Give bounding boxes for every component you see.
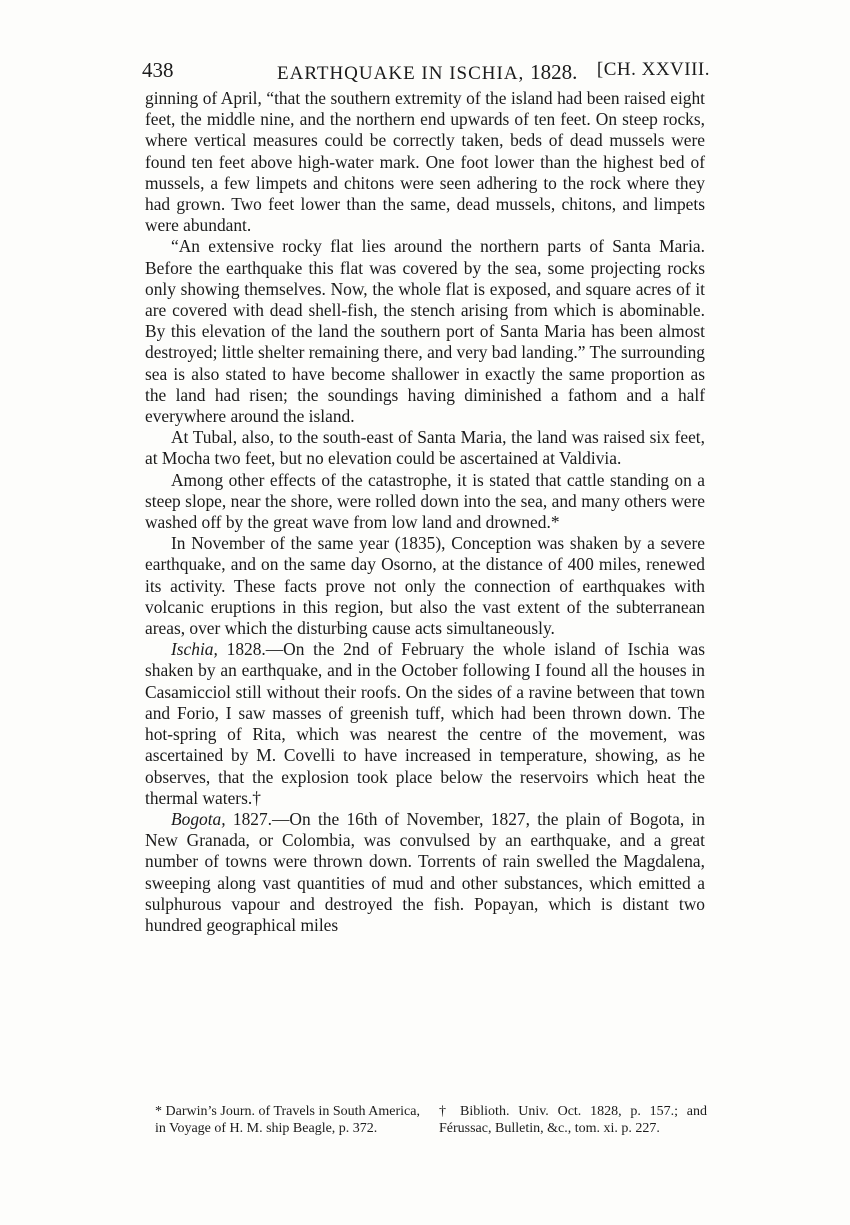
ischia-text: 1828.—On the 2nd of February the whole island of Ischia was shaken by an earthquake, and in the October following I found all the houses in Casamicciol still without their roofs. On the sides of a ravine between that town and Forio, I saw masses of greenish tuff, which had been thrown down. The hot-spring of Rita, which was nearest the centre of the movement, was ascertained by M. Covelli to have increased in temperature, showing, as he observes, that the explosion took place below the reservoirs which heat the thermal waters.† bbox=[145, 639, 705, 808]
running-title-year: 1828. bbox=[530, 60, 578, 84]
paragraph-conception: In November of the same year (1835), Conception was shaken by a severe earthquake, and on the same day Osorno, at the distance of 400 miles, renewed its activity. These facts prove not only the connection of earthquakes with volcanic eruptions in this region, but also the vast extent of the subterranean areas, over which the disturbing cause acts simultaneously. bbox=[145, 533, 705, 639]
chapter-label: [CH. XXVIII. bbox=[596, 59, 710, 80]
page-number: 438 bbox=[142, 58, 174, 82]
bogota-text: 1827.—On the 16th of November, 1827, the plain of Bogota, in New Granada, or Colombia, was convulsed by an earthquake, and a great number of towns were thrown down. Torrents of rain swelled the Magdalena, sweeping along vast quantities of mud and other substances, which emitted a sulphurous vapour and destroyed the fish. Popayan, which is distant two hundred geographical miles bbox=[145, 808, 705, 935]
footnote-left bbox=[155, 1104, 420, 1137]
paragraph-ischia bbox=[145, 639, 705, 809]
paragraph-santa-maria: “An extensive rocky flat lies around the northern parts of Santa Maria. Before the earthquake this flat was covered by the sea, some projecting rocks only showing themselves. Now, the whole flat is exposed, and square acres of it are covered with dead shell-fish, the stench arising from which is abominable. By this elevation of the land the southern port of Santa Maria has been almost destroyed; little shelter remaining there, and very bad landing.” The surrounding sea is also stated to have become shallower in exactly the same proportion as the land had risen; the soundings having diminished a fathom and a half everywhere around the island. bbox=[145, 236, 705, 427]
paragraph-bogota bbox=[145, 809, 705, 936]
paragraph-tubal: At Tubal, also, to the south-east of Santa Maria, the land was raised six feet, at Mocha two feet, but no elevation could be ascertained at Valdivia. bbox=[145, 427, 705, 469]
footnote-biblioth: † Biblioth. Univ. Oct. 1828, p. 157.; and Férussac, Bulletin, &c., tom. xi. p. 227. bbox=[439, 1104, 707, 1136]
running-title bbox=[277, 60, 577, 85]
footnote-right bbox=[439, 1104, 707, 1137]
ischia-heading: Ischia, bbox=[171, 639, 218, 660]
body-text bbox=[145, 88, 705, 936]
running-header bbox=[142, 58, 710, 88]
footnote-darwin: * Darwin’s Journ. of Travels in South America, in Voyage of H. M. ship Beagle, p. 372. bbox=[155, 1104, 420, 1136]
paragraph-continued: ginning of April, “that the southern extremity of the island had been raised eight feet, the middle nine, and the northern end upwards of ten feet. On steep rocks, where vertical measures could be correctly taken, beds of dead mussels were found ten feet above high-water mark. One foot lower than the highest bed of mussels, a few limpets and chitons were seen adhering to the rock where they had grown. Two feet lower than the same, dead mussels, chitons, and limpets were abundant. bbox=[145, 88, 705, 236]
paragraph-cattle: Among other effects of the catastrophe, it is stated that cattle standing on a steep slope, near the shore, were rolled down into the sea, and many others were washed off by the great wave from low land and drowned.* bbox=[145, 469, 705, 533]
bogota-heading: Bogota, bbox=[171, 808, 226, 829]
running-title-text: EARTHQUAKE IN ISCHIA, bbox=[277, 63, 525, 84]
